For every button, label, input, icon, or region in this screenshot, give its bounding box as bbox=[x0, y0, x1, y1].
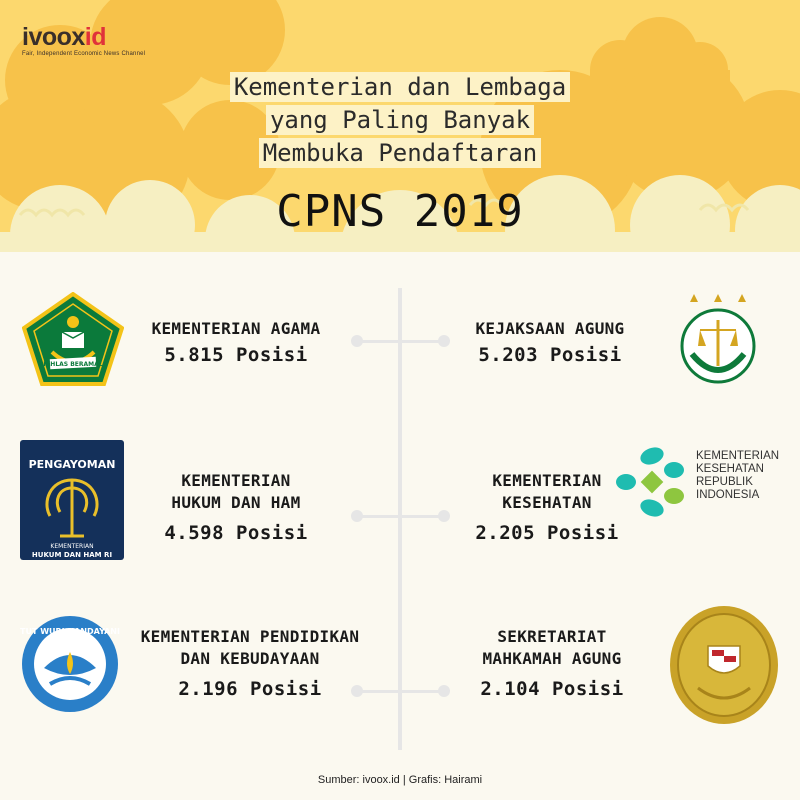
entry-kementerian-hukum-dan-ham bbox=[138, 470, 334, 546]
connector-dot bbox=[438, 510, 450, 522]
kemenkes-logo-line: KEMENTERIAN bbox=[696, 450, 780, 462]
entry-name: KEJAKSAAN AGUNG bbox=[475, 319, 625, 338]
entry-name: SEKRETARIAT bbox=[497, 627, 607, 646]
connector-dot bbox=[438, 685, 450, 697]
entry-positions: 2.196 Posisi bbox=[178, 678, 322, 700]
header-banner bbox=[0, 0, 800, 252]
brand-name bbox=[22, 24, 145, 50]
connector-row-2 bbox=[356, 515, 446, 518]
entry-name: KEMENTERIAN PENDIDIKAN bbox=[140, 627, 360, 646]
connector-dot bbox=[438, 335, 450, 347]
brand-name-main: ivoox bbox=[22, 23, 85, 51]
entry-sekretariat-mahkamah-agung bbox=[452, 626, 652, 702]
pengayoman-logo-text: KEMENTERIAN bbox=[50, 543, 94, 550]
entry-name: HUKUM DAN HAM bbox=[171, 493, 301, 512]
entry-name: KEMENTERIAN bbox=[492, 471, 602, 490]
entry-positions: 5.815 Posisi bbox=[164, 344, 308, 366]
entry-name: DAN KEBUDAYAAN bbox=[180, 649, 320, 668]
kemenkes-logo-line: REPUBLIK bbox=[696, 476, 753, 488]
connector-dot bbox=[351, 510, 363, 522]
brand-name-accent: id bbox=[84, 23, 107, 51]
mahkamah-agung-emblem bbox=[668, 604, 780, 726]
pengayoman-emblem bbox=[20, 440, 124, 560]
footer-credit: Sumber: ivoox.id | Grafis: Hairami bbox=[317, 774, 483, 786]
tut-wuri-handayani-emblem bbox=[20, 612, 120, 716]
pengayoman-logo-text: HUKUM DAN HAM RI bbox=[31, 551, 113, 559]
kejaksaan-emblem bbox=[668, 290, 768, 390]
entry-kementerian-agama bbox=[128, 318, 344, 368]
entry-name: KEMENTERIAN bbox=[181, 471, 291, 490]
entry-positions: 2.104 Posisi bbox=[480, 678, 624, 700]
entry-name: KEMENTERIAN AGAMA bbox=[151, 319, 321, 338]
entry-name: MAHKAMAH AGUNG bbox=[482, 649, 622, 668]
kemenkes-emblem bbox=[612, 442, 692, 522]
entry-positions: 4.598 Posisi bbox=[164, 522, 308, 544]
tut-wuri-logo-text: TUT WURI HANDAYANI bbox=[20, 627, 120, 636]
brand-logo bbox=[22, 24, 145, 57]
entry-positions: 5.203 Posisi bbox=[478, 344, 622, 366]
page-title bbox=[0, 72, 800, 171]
entry-positions: 2.205 Posisi bbox=[475, 522, 619, 544]
kemenkes-logo-line: INDONESIA bbox=[696, 489, 760, 501]
kemenag-emblem bbox=[22, 292, 124, 386]
svg-text:IKHLAS BERAMAL: IKHLAS BERAMAL bbox=[43, 361, 103, 368]
entry-kementerian-pendidikan bbox=[120, 626, 380, 702]
connector-dot bbox=[351, 335, 363, 347]
title-line-2: yang Paling Banyak bbox=[266, 105, 534, 135]
kemenkes-logo-line: KESEHATAN bbox=[696, 463, 764, 475]
title-line-3: Membuka Pendaftaran bbox=[259, 138, 542, 168]
entry-name: KESEHATAN bbox=[502, 493, 592, 512]
title-line-1: Kementerian dan Lembaga bbox=[230, 72, 570, 102]
pengayoman-logo-text: PENGAYOMAN bbox=[28, 458, 116, 471]
brand-tagline: Fair, Independent Economic News Channel bbox=[22, 51, 146, 57]
entry-kejaksaan-agung bbox=[452, 318, 648, 368]
title-highlight: CPNS 2019 bbox=[276, 186, 524, 237]
kemenkes-logo-text bbox=[696, 450, 779, 502]
timeline-vertical-line bbox=[398, 288, 402, 750]
connector-row-1 bbox=[356, 340, 446, 343]
